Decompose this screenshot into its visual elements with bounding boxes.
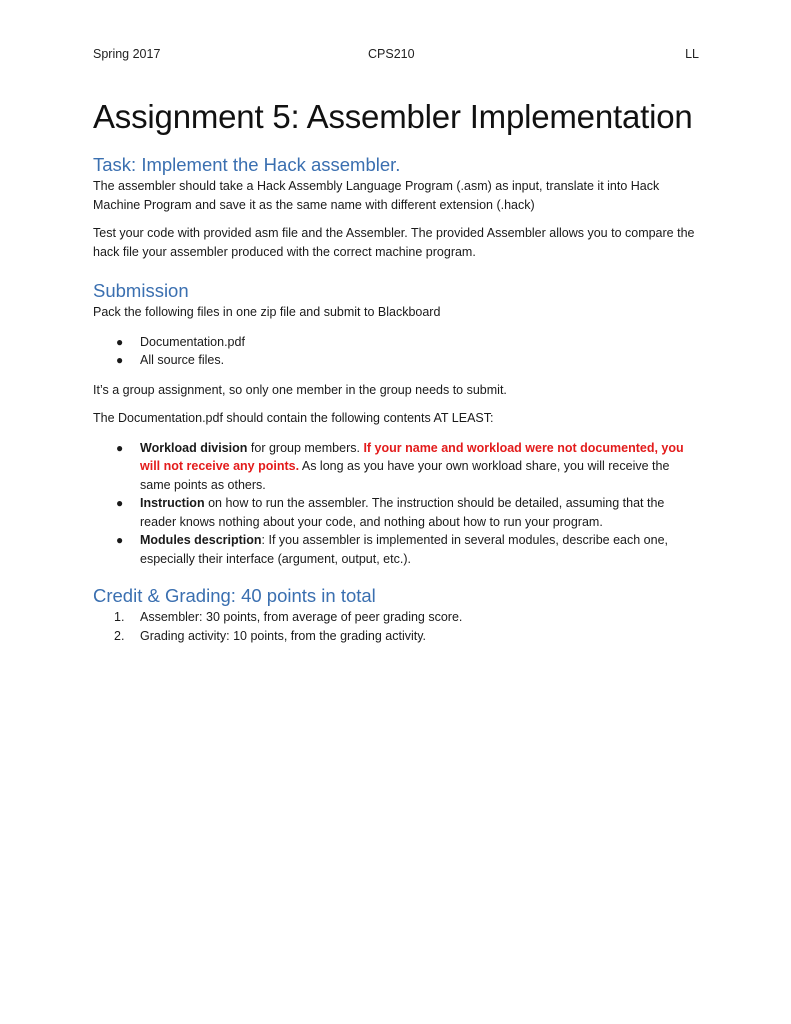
bullet-icon: ● [116, 533, 124, 547]
page-title: Assignment 5: Assembler Implementation [93, 98, 693, 135]
submission-heading: Submission [93, 280, 189, 301]
header-initials: LL [685, 47, 699, 61]
documentation-contents-list [93, 439, 699, 569]
list-item [93, 494, 699, 531]
document-body [93, 96, 699, 645]
item-text: on how to run the assembler. The instruction should be detailed, assuming that the reader knows nothing about your code, and nothing about how to run your program. [140, 496, 665, 529]
bullet-icon: ● [116, 440, 124, 455]
group-note: It’s a group assignment, so only one member in the group needs to submit. [93, 382, 507, 397]
list-item [93, 627, 699, 646]
item-text: Grading activity: 10 points, from the grading activity. [140, 628, 427, 643]
task-heading: Task: Implement the Hack assembler. [93, 154, 401, 175]
item-text: for group members. [247, 440, 364, 455]
item-term: Workload division [140, 440, 248, 455]
task-paragraph-2: Test your code with provided asm file and the Assembler. The provided Assembler allows you to compare the hack file your assembler produced with the correct machine program. [93, 226, 695, 259]
grading-list [93, 608, 699, 645]
list-item [93, 531, 699, 568]
item-text: As long as you have your own workload share, you will receive the same points as others. [140, 459, 670, 492]
header-term: Spring 2017 [93, 47, 161, 61]
list-item [93, 439, 699, 495]
grading-heading: Credit & Grading: 40 points in total [93, 585, 376, 606]
item-text: Assembler: 30 points, from average of peer grading score. [140, 610, 463, 624]
file-name: Documentation.pdf [140, 334, 245, 349]
item-term: Modules description [140, 533, 262, 547]
bullet-icon: ● [116, 353, 124, 367]
item-number: 2. [114, 628, 125, 643]
item-term: Instruction [140, 496, 205, 510]
header-course: CPS210 [368, 47, 415, 61]
list-item [93, 333, 699, 352]
bullet-icon: ● [116, 496, 124, 510]
item-text: : If you assembler is implemented in several modules, describe each one, especially their interface (argument, output, etc.). [140, 533, 668, 566]
list-item [93, 608, 699, 627]
documentation-intro: The Documentation.pdf should contain the following contents AT LEAST: [93, 411, 494, 425]
file-name: All source files. [140, 353, 225, 367]
item-number: 1. [114, 610, 125, 624]
page-header [93, 47, 699, 65]
submission-intro: Pack the following files in one zip file and submit to Blackboard [93, 305, 441, 319]
list-item [93, 351, 699, 370]
warning-text: If your name and workload were not documented, you will not receive any points. [140, 440, 684, 473]
task-paragraph-1: The assembler should take a Hack Assembly Language Program (.asm) as input, translate it into Hack Machine Program and save it as the same name with different extension (.hack) [93, 179, 660, 212]
submission-file-list [93, 333, 699, 370]
bullet-icon: ● [116, 334, 124, 349]
